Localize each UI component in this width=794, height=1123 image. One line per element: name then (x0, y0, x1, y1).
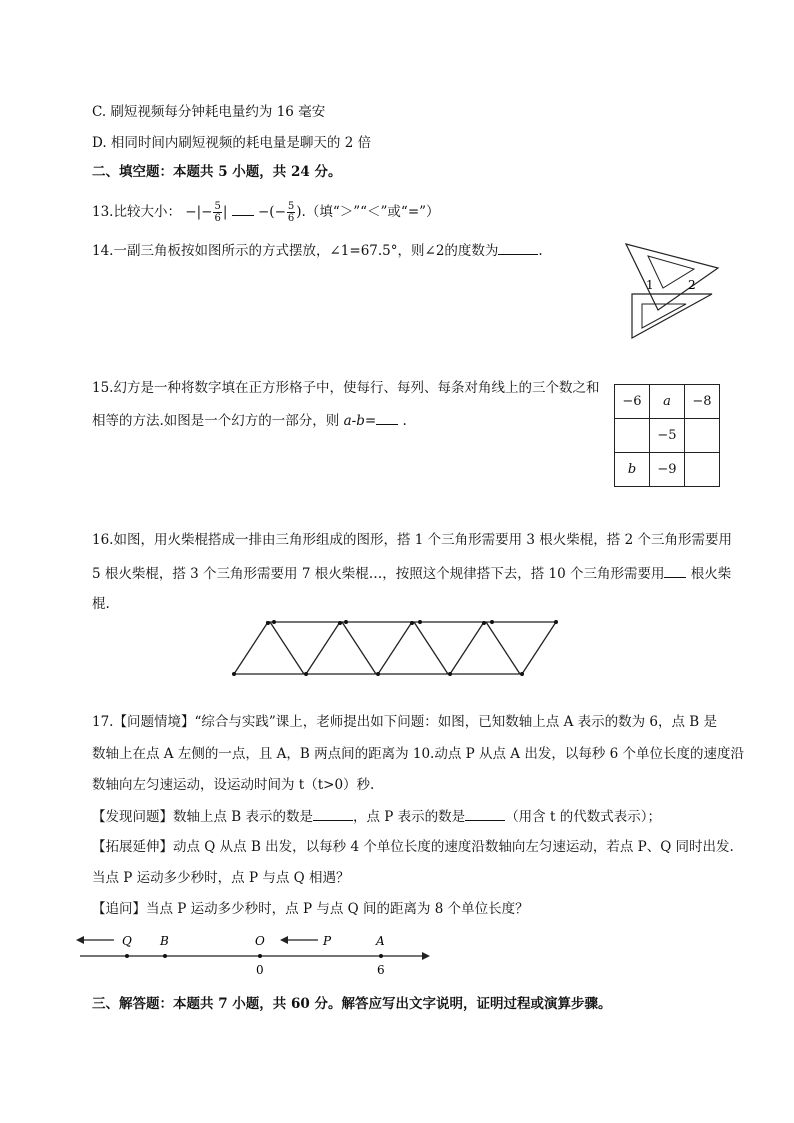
answer-blank-b[interactable] (313, 806, 353, 821)
section-heading-suffix: 分。 (309, 164, 342, 180)
answer-blank[interactable] (376, 410, 398, 425)
matchstick-triangles-figure (226, 614, 562, 680)
point-label-p: P (323, 934, 332, 948)
question-text: 一副三角板按如图所示的方式摆放，∠1=67.5°，则∠2的度数为 (113, 243, 499, 259)
answer-blank-p[interactable] (465, 806, 505, 821)
section-heading-mid: 小题，共 (227, 164, 292, 180)
question-tail: .（填“＞”“＜”或“=”） (301, 204, 440, 220)
section-heading-mid: 小题，共 (227, 996, 292, 1012)
question-15-line1: 15.幻方是一种将数字填在正方形格子中，使每行、每列、每条对角线上的三个数之和 (92, 380, 600, 396)
question-14 (92, 240, 543, 261)
section-question-count: 7 (218, 996, 228, 1012)
question-text: 5 根火柴棍，搭 3 个三角形需要用 7 根火柴棍…，按照这个规律搭下去，搭 10 个三角形需要用 (92, 566, 665, 582)
set-square-figure (618, 238, 728, 342)
question-13 (92, 200, 440, 224)
grid-cell: −5 (650, 419, 685, 453)
answer-blank[interactable] (232, 201, 254, 216)
option-c: C. 刷短视频每分钟耗电量约为 16 毫安 (92, 104, 326, 120)
right-expression-open: −(− (257, 204, 286, 220)
section-heading-prefix: 二、填空题：本题共 (92, 164, 219, 180)
question-17-line1: 17.【问题情境】“综合与实践”课上，老师提出如下问题：如图，已知数轴上点 A 表示的数为 6，点 B 是 (92, 714, 717, 730)
question-16-line2 (92, 563, 731, 584)
question-15-line2 (92, 410, 407, 431)
section-points: 60 (291, 996, 310, 1012)
left-expression-close: | (222, 204, 228, 220)
tick-label-0: 0 (256, 963, 264, 977)
question-17-followup: 【追问】当点 P 运动多少秒时，点 P 与点 Q 间的距离为 8 个单位长度？ (92, 901, 529, 917)
question-text: ，点 P 表示的数是 (353, 809, 466, 825)
fraction-denominator: 6 (214, 213, 221, 224)
answer-blank[interactable] (664, 563, 686, 578)
grid-row (615, 385, 720, 419)
angle-label-1: 1 (646, 278, 654, 292)
grid-cell: a (650, 385, 685, 419)
grid-row (615, 453, 720, 487)
question-17-extend-line2: 当点 P 运动多少秒时，点 P 与点 Q 相遇？ (92, 870, 350, 886)
question-17-line3: 数轴向左匀速运动，设运动时间为 t（t>0）秒. (92, 777, 375, 793)
grid-cell (685, 453, 720, 487)
question-tail: . (398, 413, 407, 429)
grid-cell (615, 419, 650, 453)
section-heading-solutions (92, 994, 612, 1014)
question-number: 14. (92, 243, 114, 259)
question-tail: （用含 t 的代数式表示）； (505, 809, 661, 825)
equals-sign: = (364, 413, 377, 429)
fraction-numerator: 5 (287, 201, 295, 212)
grid-cell: −9 (650, 453, 685, 487)
magic-square-grid (614, 384, 720, 487)
question-text: 【发现问题】数轴上点 B 表示的数是 (92, 809, 314, 825)
question-17-discover (92, 806, 661, 827)
grid-row (615, 419, 720, 453)
question-tail: 根火柴 (686, 566, 732, 582)
answer-blank[interactable] (498, 240, 538, 255)
fraction-numerator: 5 (214, 201, 221, 212)
question-16-line3: 棍. (92, 596, 110, 612)
left-expression-open: −|− (185, 204, 213, 220)
fraction-five-sixths (213, 201, 221, 224)
grid-cell: b (615, 453, 650, 487)
fraction-five-sixths (287, 201, 295, 224)
angle-label-2: 2 (688, 278, 696, 292)
question-text: 相等的方法.如图是一个幻方的一部分，则 (92, 413, 344, 429)
point-label-a: A (376, 934, 385, 948)
question-17-line2: 数轴上在点 A 左侧的一点，且 A，B 两点间的距离为 10.动点 P 从点 A 出发，以每秒 6 个单位长度的速度沿 (92, 746, 745, 762)
question-tail: . (538, 243, 543, 259)
grid-cell: −8 (685, 385, 720, 419)
question-number: 13. (92, 204, 114, 220)
right-expression-close: ) (296, 204, 302, 220)
fraction-denominator: 6 (287, 213, 295, 224)
section-heading-prefix: 三、解答题：本题共 (92, 996, 219, 1012)
tick-label-6: 6 (377, 963, 385, 977)
point-label-b: B (160, 934, 169, 948)
section-points: 24 (291, 164, 310, 180)
expression-a-minus-b: a-b (343, 413, 365, 429)
option-d: D. 相同时间内刷短视频的耗电量是聊天的 2 倍 (92, 135, 372, 151)
grid-cell: −6 (615, 385, 650, 419)
section-question-count: 5 (218, 164, 228, 180)
section-heading-suffix: 分。解答应写出文字说明，证明过程或演算步骤。 (309, 996, 612, 1012)
grid-cell (685, 419, 720, 453)
point-label-o: O (255, 934, 265, 948)
section-heading-fill-blank (92, 162, 342, 182)
question-17-extend-line1: 【拓展延伸】动点 Q 从点 B 出发，以每秒 4 个单位长度的速度沿数轴向左匀速运动，若点 P、Q 同时出发. (92, 839, 734, 855)
number-line-figure (70, 928, 440, 980)
question-text: 比较大小： (113, 204, 181, 220)
question-16-line1: 16.如图，用火柴棍搭成一排由三角形组成的图形，搭 1 个三角形需要用 3 根火柴棍，搭 2 个三角形需要用 (92, 532, 732, 548)
point-label-q: Q (122, 934, 132, 948)
